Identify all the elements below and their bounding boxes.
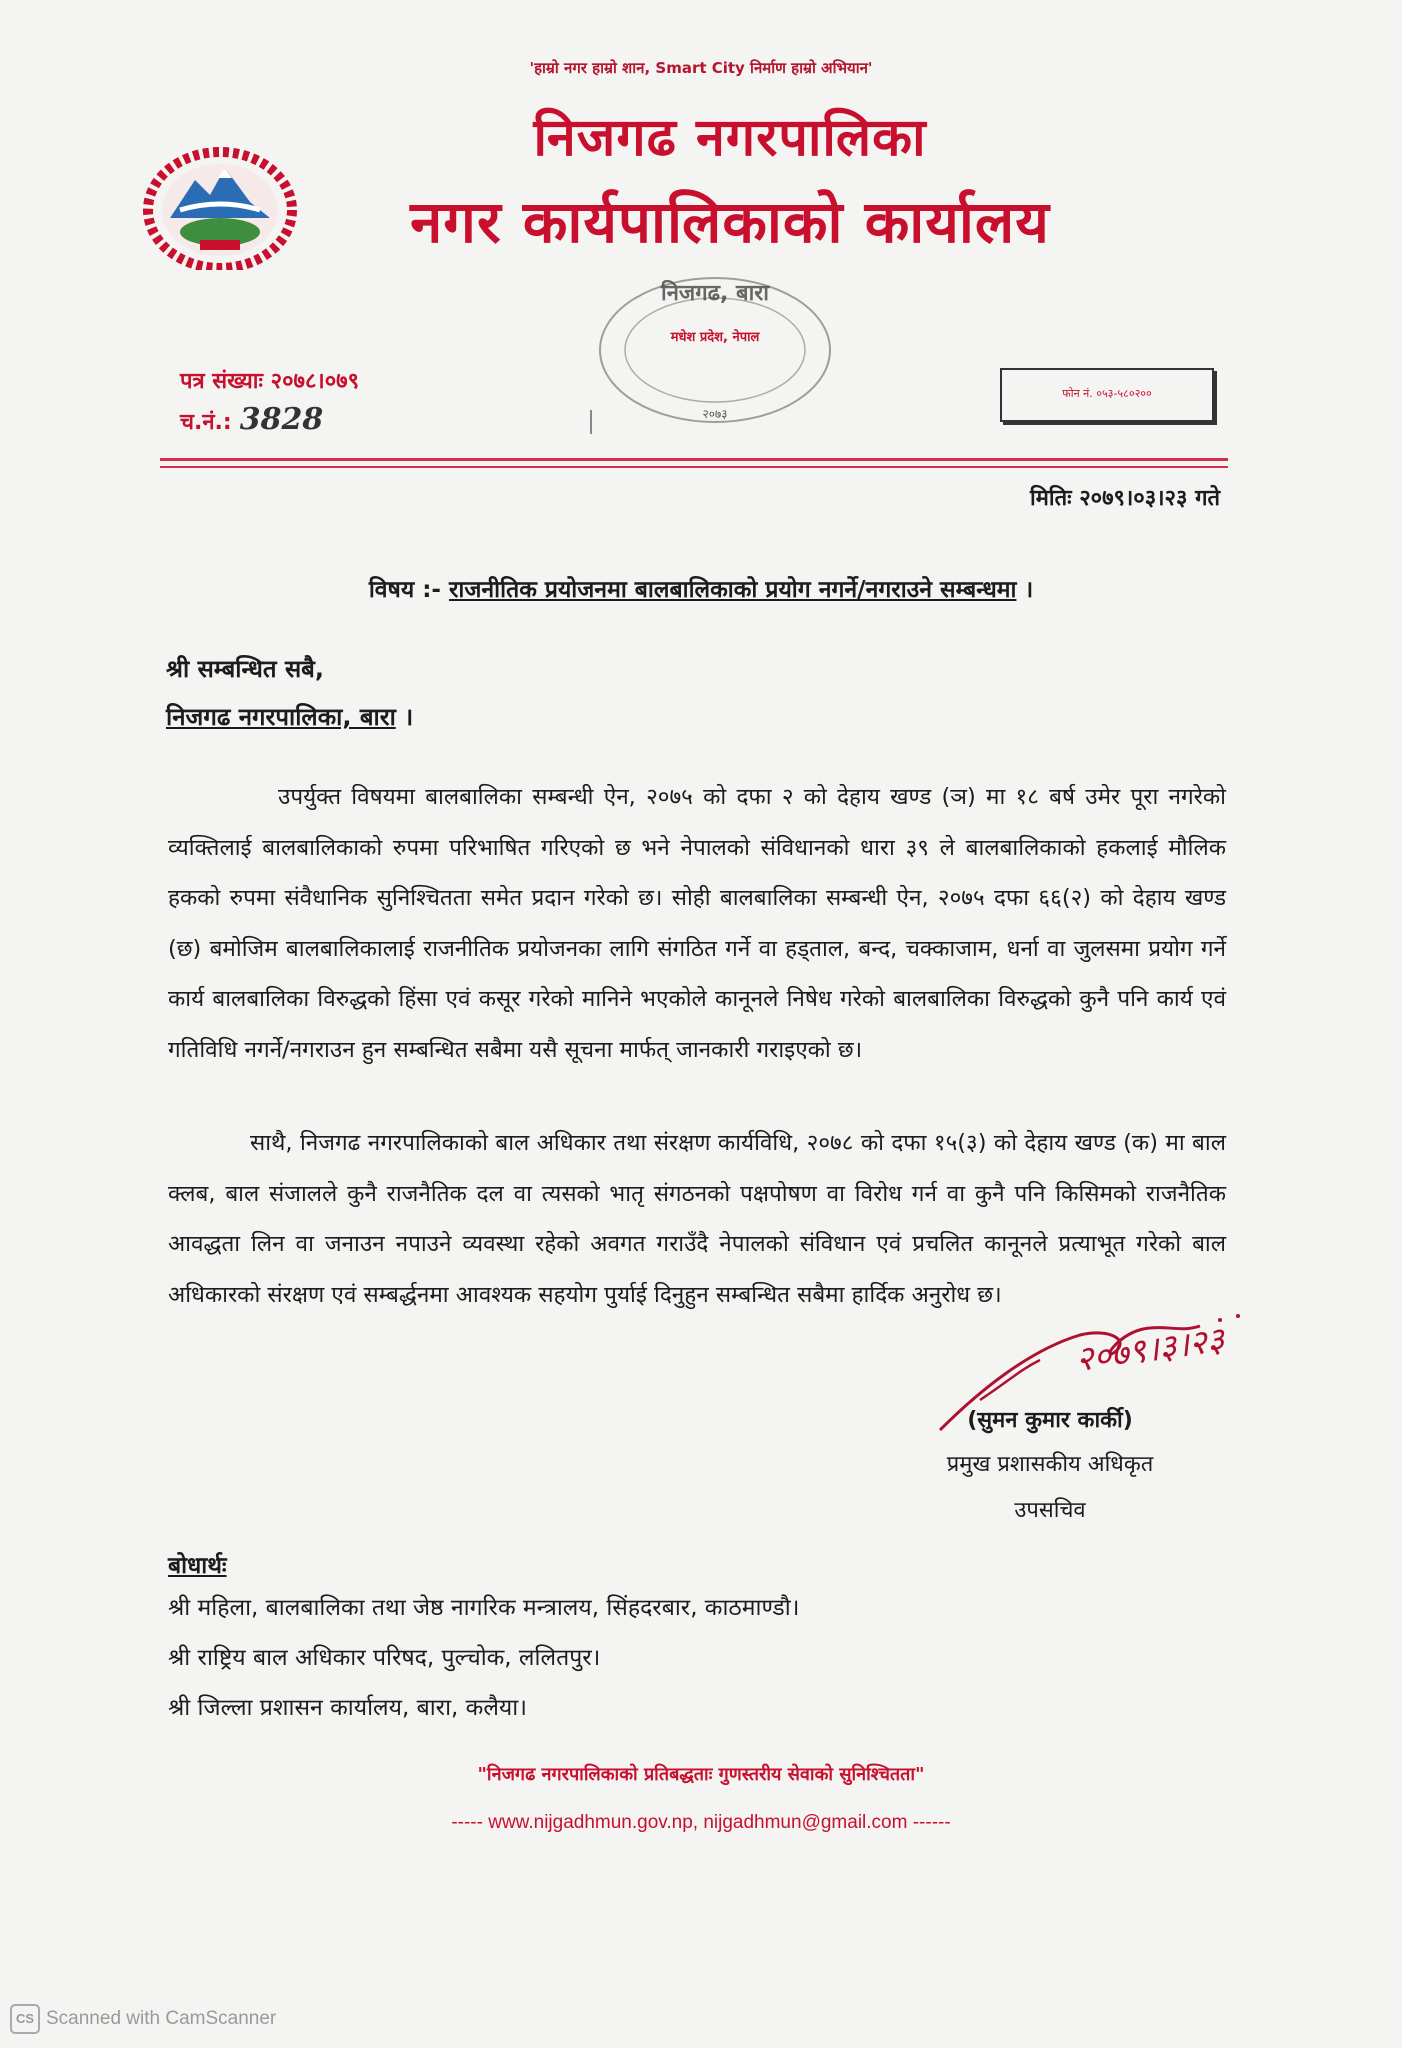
footer-contacts: ----- www.nijgadhmun.gov.np, nijgadhmun@gmail.com ------ [451, 1812, 951, 1833]
header-rule-top [160, 458, 1228, 461]
margin-mark [590, 410, 592, 434]
cc-item: श्री राष्ट्रिय बाल अधिकार परिषद, पुल्चोक, ललितपुर। [168, 1645, 601, 1671]
body-paragraph-2: साथै, निजगढ नगरपालिकाको बाल अधिकार तथा संरक्षण कार्यविधि, २०७८ को दफा १५(३) को देहाय खण्ड (क) मा बाल क्लब, बाल संजालले कुनै राजनैतिक दल वा त्यसको भातृ संगठनको पक्षपोषण वा विरोध गर्न वा कुनै पनि किसिमको राजनैतिक आवद्धता लिन वा जनाउन नपाउने व्यवस्था रहेको अवगत गराउँदै नेपालको संविधान एवं प्रचलित कानूनले प्रत्याभूत गरेको बाल अधिकारको संरक्षण एवं सम्बर्द्धनमा आवश्यक सहयोग पुर्याई दिनुहुन सम्बन्धित सबैमा हार्दिक अनुरोध छ। [168, 1130, 1226, 1308]
stamp-line-3: २०७३ [702, 407, 728, 421]
handwritten-date: २०७९।३।२३ [1073, 1319, 1227, 1381]
nepal-emblem-icon [140, 140, 300, 270]
dispatch-number [180, 402, 323, 437]
body-paragraph-1: उपर्युक्त विषयमा बालबालिका सम्बन्धी ऐन, २०७५ को दफा २ को देहाय खण्ड (ञ) मा १८ बर्ष उमेर पूरा नगरेको व्यक्तिलाई बालबालिकाको रुपमा परिभाषित गरिएको छ भने नेपालको संविधानको धारा ३९ ले बालबालिकाको हकलाई मौलिक हकको रुपमा संवैधानिक सुनिश्चितता समेत प्रदान गरेको छ। सोही बालबालिका सम्बन्धी ऐन, २०७५ दफा ६६(२) को देहाय खण्ड (छ) बमोजिम बालबालिकालाई राजनीतिक प्रयोजनका लागि संगठित गर्ने वा हड्ताल, बन्द, चक्काजाम, धर्ना वा जुलसमा प्रयोग गर्ने कार्य बालबालिका विरुद्धको हिंसा एवं कसूर गरेको मानिने भएकोले कानूनले निषेध गरेको बालबालिका विरुद्धको कुनै पनि कार्य एवं गतिविधि नगर्ने/नगराउन हुन सम्बन्धित सबैमा यसै सूचना मार्फत् जानकारी गराइएको छ। [168, 784, 1226, 1063]
footer-motto: "निजगढ नगरपालिकाको प्रतिबद्धताः गुणस्तरीय सेवाको सुनिश्चितता" [477, 1764, 925, 1785]
signatory-rank: उपसचिव [1014, 1498, 1086, 1523]
municipality-name: निजगढ नगरपालिका [533, 108, 927, 168]
header-slogan: 'हाम्रो नगर हाम्रो शान, Smart City निर्माण हाम्रो अभियान' [529, 59, 873, 77]
subject-text: राजनीतिक प्रयोजनमा बालबालिकाको प्रयोग नगर्ने/नगराउने सम्बन्धमा [448, 577, 1017, 603]
letter-number-label: पत्र संख्याः [180, 369, 263, 394]
addressee-line-1: श्री सम्बन्धित सबै, [166, 655, 324, 683]
stamp-line-1: निजगढ, बारा [661, 281, 769, 306]
cc-item: श्री जिल्ला प्रशासन कार्यालय, बारा, कलैया। [168, 1695, 527, 1721]
phone-number: फोन नं. ०५३-५८०२०० [1062, 387, 1152, 400]
subject-line [0, 572, 1402, 604]
cc-item: श्री महिला, बालबालिका तथा जेष्ठ नागरिक मन्त्रालय, सिंहदरबार, काठमाण्डौ। [168, 1595, 800, 1621]
cc-label: बोधार्थः [168, 1553, 227, 1579]
letter-number [180, 365, 359, 395]
scanner-watermark [10, 2004, 276, 2034]
addressee-line-2 [166, 700, 413, 733]
letter-number-value: २०७८।०७९ [270, 369, 360, 394]
camscanner-logo-icon: CS [10, 2004, 40, 2034]
subject-end: । [1024, 577, 1034, 603]
dispatch-number-value: 3828 [239, 402, 324, 437]
scanner-text: Scanned with CamScanner [46, 2008, 277, 2029]
signatory-name: (सुमन कुमार कार्की) [967, 1408, 1133, 1433]
subject-label: विषय :- [368, 577, 441, 603]
addressee-line-2-end: । [404, 703, 414, 731]
addressee-line-2-text: निजगढ नगरपालिका, बारा [166, 703, 396, 731]
office-name: नगर कार्यपालिकाको कार्यालय [410, 188, 1050, 256]
header-rule-bottom [160, 466, 1228, 468]
stamp-line-2: मधेश प्रदेश, नेपाल [670, 330, 760, 345]
letter-date: मितिः २०७९।०३।२३ गते [1030, 486, 1220, 511]
dispatch-number-label: च.नं.: [180, 410, 232, 435]
phone-box [1000, 368, 1214, 422]
signatory-title: प्रमुख प्रशासकीय अधिकृत [946, 1452, 1154, 1477]
office-stamp [585, 265, 845, 440]
